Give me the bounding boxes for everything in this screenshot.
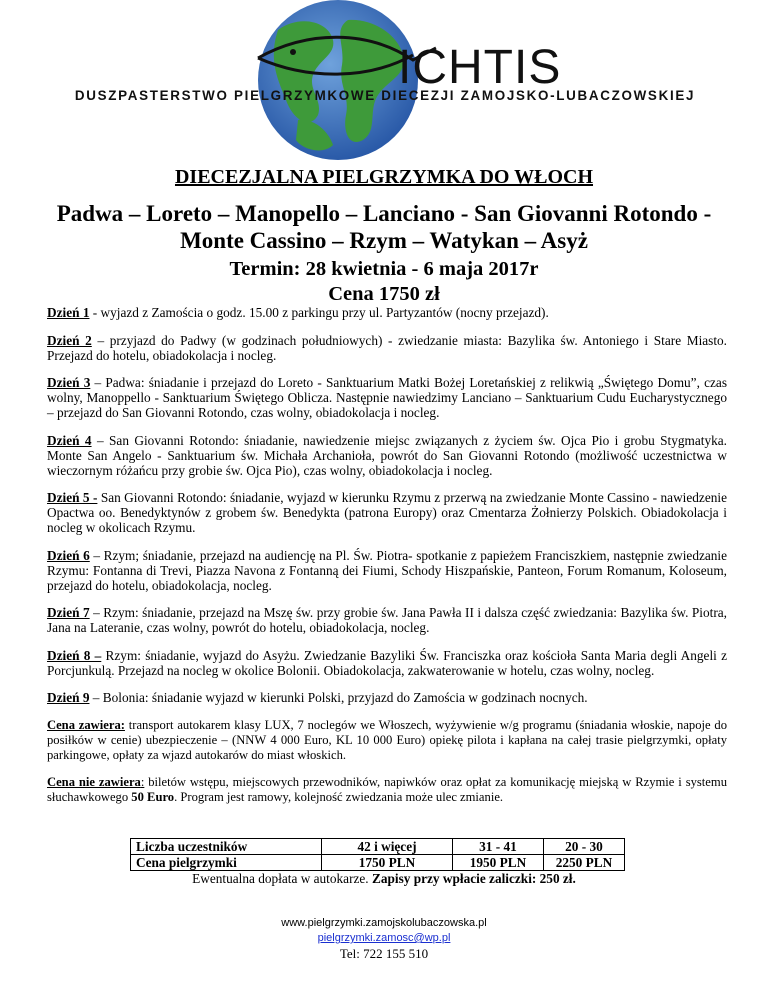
day-2 bbox=[47, 333, 727, 363]
day-text: - wyjazd z Zamościa o godz. 15.00 z parkingu przy ul. Partyzantów (nocny przejazd). bbox=[89, 305, 549, 320]
includes-text: transport autokarem klasy LUX, 7 noclegów we Włoszech, wyżywienie w/g programu (śniadania włoskie, napoje do posiłków w cenie) ubezpieczenie – (NNW 4 000 Euro, KL 10 000 Euro) opiekę pilota i kapłana na całej trasie pielgrzymki, opłaty parkingowe, opłaty za wjazd autokarów do miast włoskich. bbox=[47, 717, 727, 762]
day-label: Dzień 9 bbox=[47, 690, 90, 705]
organization-name: DUSZPASTERSTWO PIELGRZYMKOWE DIECEZJI ZAMOJSKO-LUBACZOWSKIEJ bbox=[74, 88, 696, 103]
day-text: – Bolonia: śniadanie wyjazd w kierunki Polski, przyjazd do Zamościa w godzinach nocnych. bbox=[89, 690, 588, 705]
day-text: San Giovanni Rotondo: śniadanie, wyjazd w kierunku Rzymu z przerwą na zwiedzanie Monte Cassino - nawiedzenie Opactwa oo. Benedyktynów z grobem św. Benedykta (patrona Europy) oraz Cmentarza Żołnierzy Polskich. Obiadokolacja i nocleg w okolicach Rzymu. bbox=[47, 490, 727, 535]
table-cell: 2250 PLN bbox=[544, 855, 625, 871]
day-text: – Rzym: śniadanie, przejazd na Mszę św. przy grobie św. Jana Pawła II i dalsza część zwiedzania: Bazylika św. Piotra, Jana na Lateranie, czas wolny, powrót do hotelu, obiadokolacja, nocleg. bbox=[47, 605, 727, 635]
payment-note bbox=[0, 871, 768, 887]
excludes-text-a: biletów wstępu, miejscowych przewodników, napiwków oraz opłat za komunikację miejską w Rzymie i systemu słuchawkowego bbox=[47, 775, 727, 804]
table-cell: Cena pielgrzymki bbox=[131, 855, 322, 871]
table-row bbox=[131, 855, 625, 871]
table-cell: 31 - 41 bbox=[453, 839, 544, 855]
footer bbox=[0, 916, 768, 961]
price-excludes bbox=[47, 775, 727, 805]
phone-number: Tel: 722 155 510 bbox=[339, 946, 429, 961]
route-line-2: Monte Cassino – Rzym – Watykan – Asyż bbox=[180, 228, 588, 253]
day-1 bbox=[47, 305, 727, 320]
day-6 bbox=[47, 548, 727, 593]
day-text: – Rzym; śniadanie, przejazd na audiencję na Pl. Św. Piotra- spotkanie z papieżem Franciszkiem, następnie zwiedzanie Rzymu: Fontanna di Trevi, Piazza Navona z Fontanną dei Fiumi, Schody Hiszpańskie, Panteon, Forum Romanum, Koloseum, przejazd do hotelu, obiadokolacja, nocleg. bbox=[47, 547, 728, 593]
day-label: Dzień 5 - bbox=[47, 490, 98, 505]
itinerary bbox=[47, 305, 727, 818]
term-dates: Termin: 28 kwietnia - 6 maja 2017r bbox=[229, 258, 539, 280]
header bbox=[0, 0, 768, 160]
price-table bbox=[130, 838, 625, 871]
route-heading bbox=[40, 200, 728, 254]
table-cell: Liczba uczestników bbox=[131, 839, 322, 855]
website-link[interactable]: www.pielgrzymki.zamojskolubaczowska.pl bbox=[281, 917, 487, 929]
day-label: Dzień 1 bbox=[47, 305, 90, 320]
price-heading: Cena 1750 zł bbox=[328, 283, 440, 305]
day-label: Dzień 6 bbox=[47, 547, 90, 563]
day-5 bbox=[47, 490, 727, 535]
excludes-text-b: . Program jest ramowy, kolejność zwiedzania może ulec zmianie. bbox=[174, 790, 504, 804]
excludes-colon: : bbox=[140, 775, 145, 789]
day-7 bbox=[47, 605, 727, 635]
route-line-1: Padwa – Loreto – Manopello – Lanciano - San Giovanni Rotondo - bbox=[56, 201, 712, 226]
day-9 bbox=[47, 690, 727, 705]
email-link[interactable]: pielgrzymki.zamosc@wp.pl bbox=[317, 932, 451, 944]
day-label: Dzień 8 – bbox=[47, 647, 102, 663]
day-8 bbox=[47, 648, 727, 678]
table-cell: 1750 PLN bbox=[322, 855, 453, 871]
day-label: Dzień 3 bbox=[47, 375, 91, 390]
day-text: – przyjazd do Padwy (w godzinach południowych) - zwiedzanie miasta: Bazylika św. Antoniego i Stare Miasto. Przejazd do hotelu, obiadokolacja i nocleg. bbox=[47, 332, 728, 363]
brand-name: ICHTIS bbox=[398, 41, 562, 94]
deposit-text: Zapisy przy wpłacie zaliczki: 250 zł. bbox=[371, 871, 576, 886]
day-label: Dzień 2 bbox=[47, 332, 92, 348]
excludes-label: Cena nie zawiera bbox=[47, 775, 141, 789]
day-label: Dzień 7 bbox=[47, 605, 90, 620]
day-text: – San Giovanni Rotondo: śniadanie, nawiedzenie miejsc związanych z życiem św. Ojca Pio i grobu Stygmatyka. Monte San Angelo - Sanktuarium św. Michała Archanioła, powrót do San Giovanni Rotondo (możliwość uczestnictwa w wieczornym różańcu przy grobie św. Ojca Pio), czas wolny, obiadokolacja i nocleg. bbox=[47, 432, 728, 478]
table-cell: 1950 PLN bbox=[453, 855, 544, 871]
note-text: Ewentualna dopłata w autokarze. bbox=[192, 871, 372, 886]
day-text: – Padwa: śniadanie i przejazd do Loreto - Sanktuarium Matki Bożej Loretańskiej z relikwią „Świętego Domu”, czas wolny, Manoppello - Sanktuarium Świętego Oblicza. Następnie nawiedzimy Lanciano – Sanktuarium Cudu Eucharystycznego – przejazd do San Giovanni Rotondo, czas wolny, obiadokolacja i nocleg. bbox=[47, 375, 727, 420]
day-label: Dzień 4 bbox=[47, 432, 92, 448]
day-text: Rzym: śniadanie, wyjazd do Asyżu. Zwiedzanie Bazyliki Św. Franciszka oraz kościoła Santa Maria degli Angeli z Porcjunkulą. Przejazd na nocleg w okolice Bolonii. Obiadokolacja, zakwaterowanie w hotelu, czas wolny, nocleg. bbox=[47, 647, 727, 678]
term-block bbox=[0, 257, 768, 307]
table-cell: 20 - 30 bbox=[544, 839, 625, 855]
table-cell: 42 i więcej bbox=[322, 839, 453, 855]
price-includes bbox=[47, 718, 727, 763]
headphones-price: 50 Euro bbox=[131, 790, 175, 804]
day-3 bbox=[47, 375, 727, 420]
day-4 bbox=[47, 433, 727, 478]
includes-label: Cena zawiera: bbox=[47, 717, 125, 732]
page-title: DIECEZJALNA PIELGRZYMKA DO WŁOCH bbox=[174, 166, 594, 188]
table-row bbox=[131, 839, 625, 855]
